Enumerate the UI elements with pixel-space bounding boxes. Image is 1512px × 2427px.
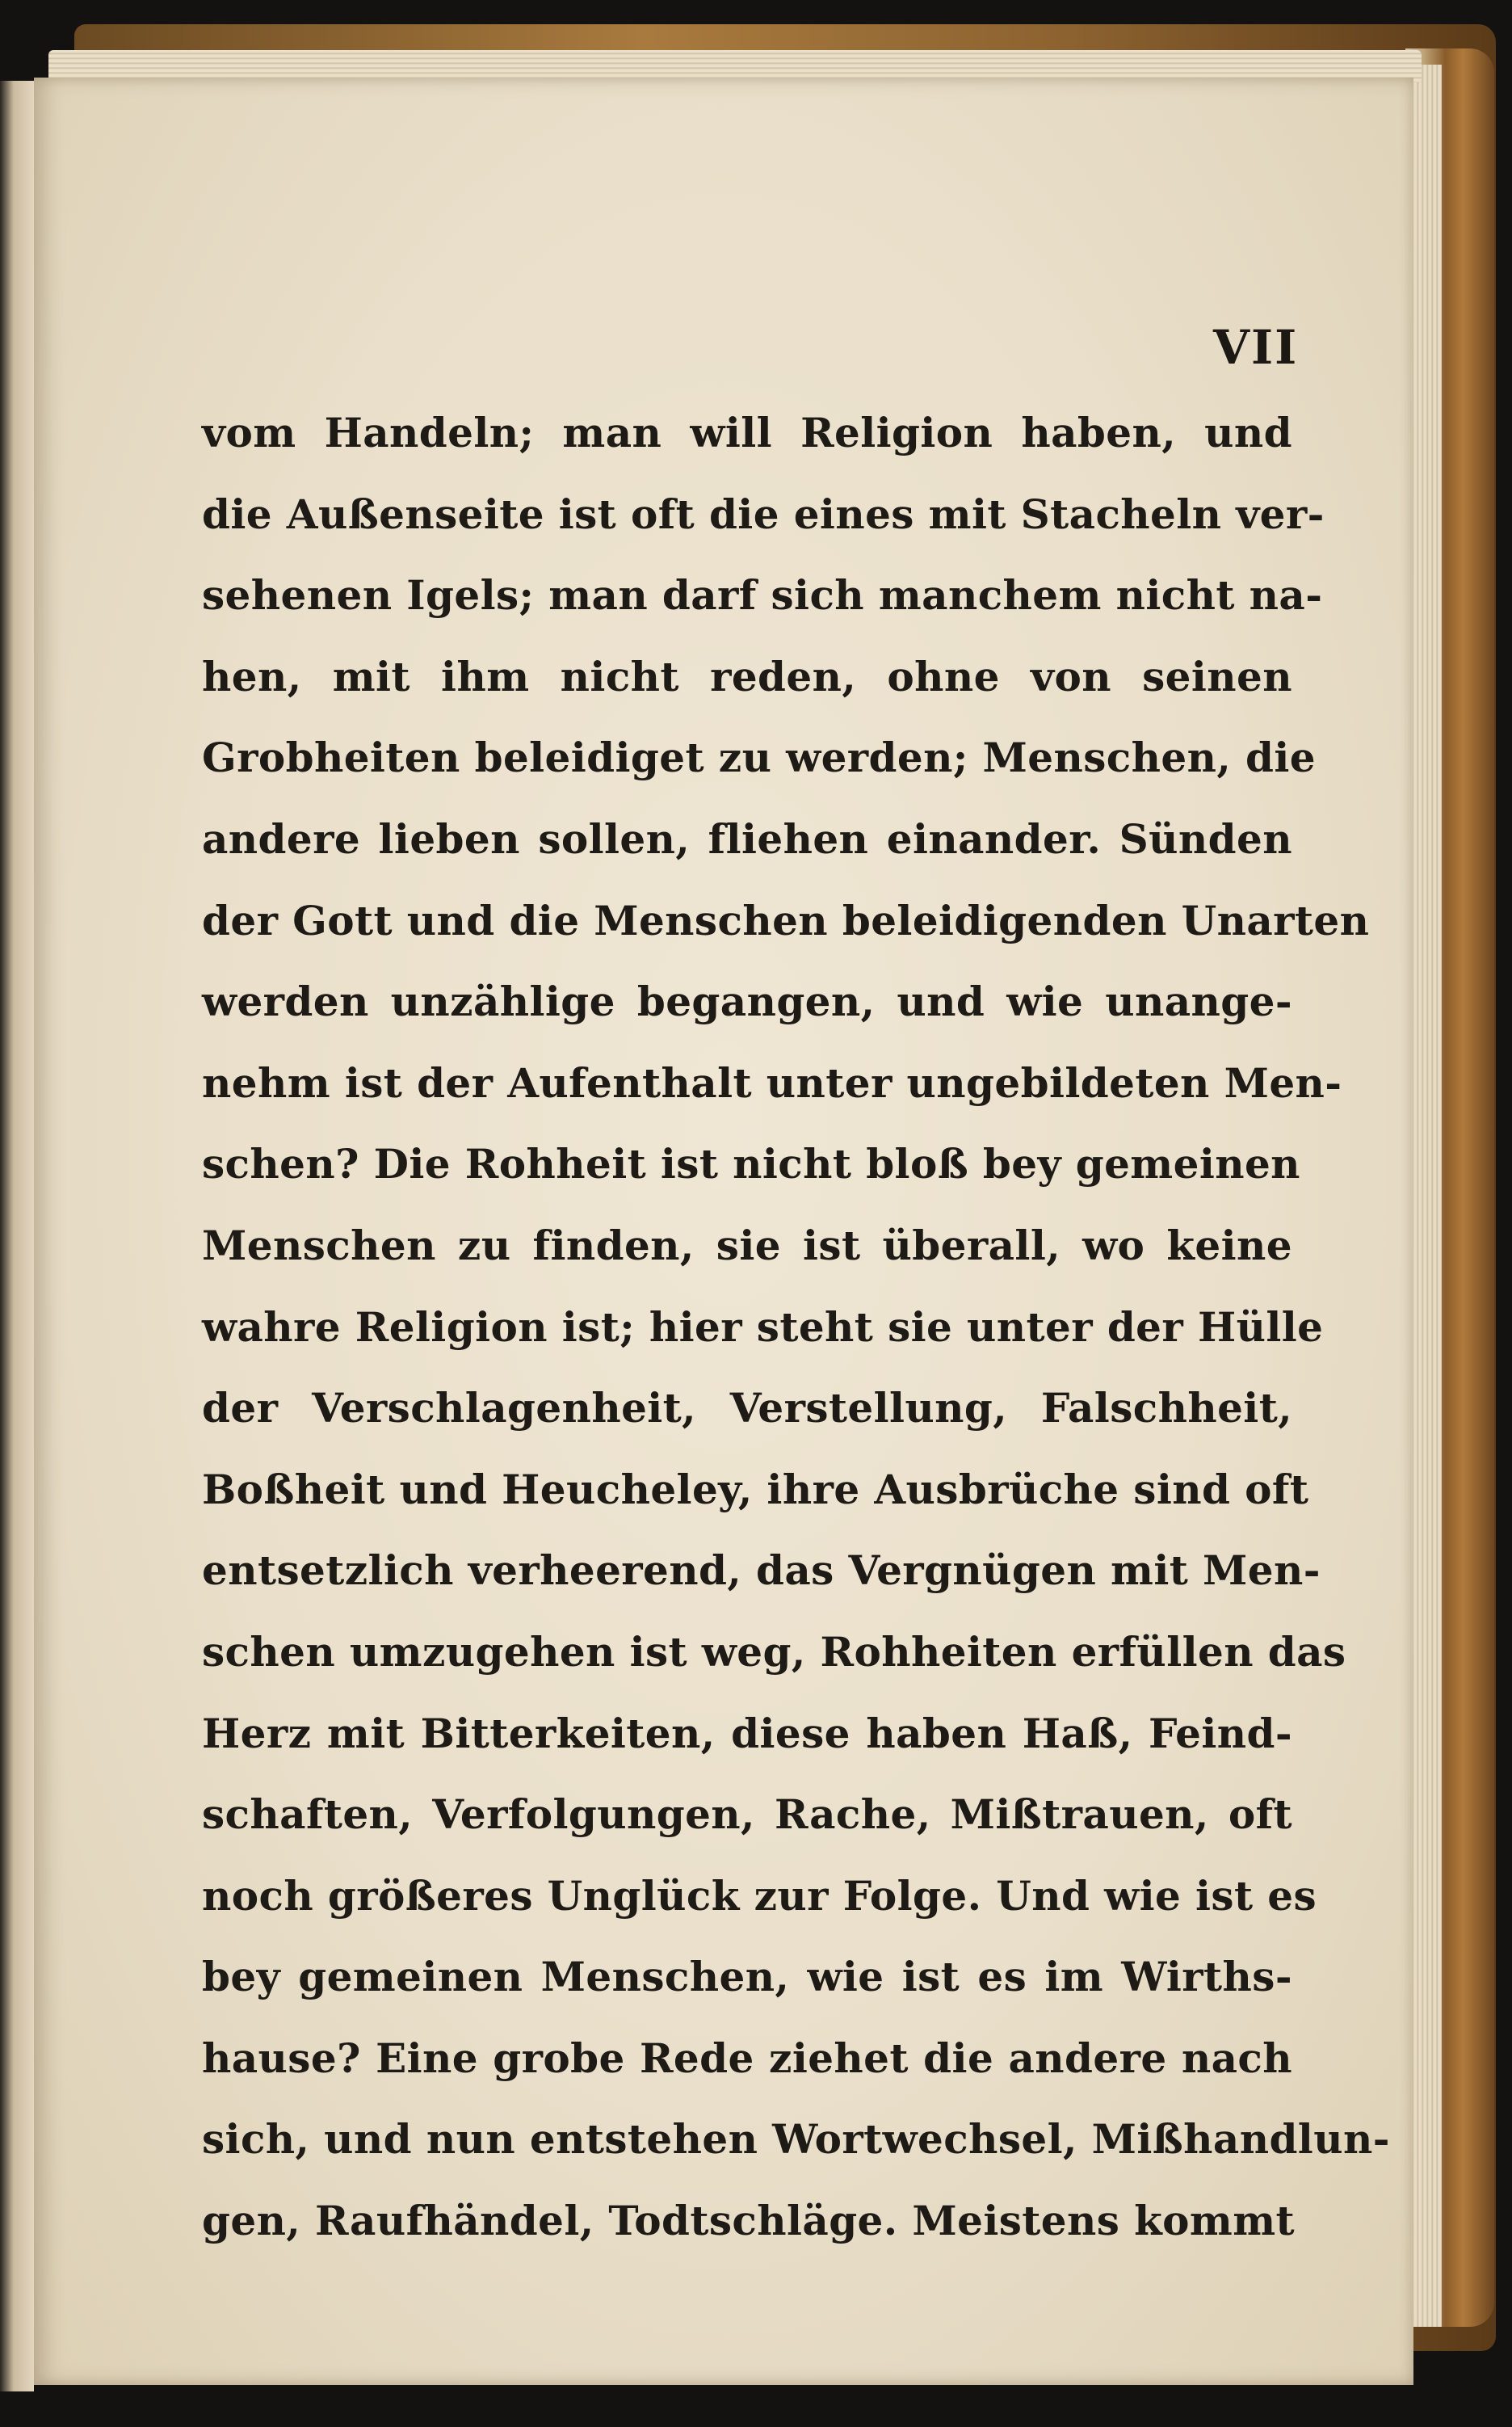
page-number: VII [1213, 320, 1299, 375]
text-line: die Außenseite ist oft die eines mit Stacheln ver- [202, 490, 1325, 538]
text-line: gen, Raufhändel, Todtschläge. Meistens kommt [202, 2197, 1296, 2245]
body-text [202, 393, 1390, 2262]
book-page [34, 78, 1413, 2385]
text-line: bey gemeinen Menschen, wie ist es im Wirths- [202, 1953, 1292, 2001]
text-line: andere lieben sollen, fliehen einander. Sünden [202, 814, 1292, 863]
text-line: wahre Religion ist; hier steht sie unter der Hülle [202, 1302, 1324, 1351]
text-line: Grobheiten beleidiget zu werden; Menschen, die [202, 734, 1316, 782]
text-line: vom Handeln; man will Religion haben, und [202, 409, 1292, 456]
text-line: Herz mit Bitterkeiten, diese haben Haß, Feind- [202, 1709, 1292, 1757]
facing-page-edge [0, 81, 34, 2391]
text-line: noch größeres Unglück zur Folge. Und wie ist es [202, 1871, 1317, 1920]
text-line: nehm ist der Aufenthalt unter ungebildeten Men- [202, 1058, 1342, 1107]
text-line: hause? Eine grobe Rede ziehet die andere nach [202, 2034, 1292, 2082]
text-line: schaften, Verfolgungen, Rache, Mißtrauen, oft [202, 1790, 1292, 1839]
text-line: der Gott und die Menschen beleidigenden Unarten [202, 896, 1370, 944]
text-line: schen? Die Rohheit ist nicht bloß bey gemeinen [202, 1140, 1300, 1188]
page-edges [1409, 65, 1442, 2327]
text-line: der Verschlagenheit, Verstellung, Falschheit, [202, 1384, 1292, 1432]
text-line: entsetzlich verheerend, das Vergnügen mit Men- [202, 1546, 1321, 1595]
text-line: sich, und nun entstehen Wortwechsel, Mißhandlun- [202, 2115, 1390, 2164]
text-line: Menschen zu finden, sie ist überall, wo keine [202, 1221, 1292, 1269]
text-line: werden unzählige begangen, und wie unange- [202, 978, 1292, 1026]
text-line: hen, mit ihm nicht reden, ohne von seinen [202, 652, 1292, 700]
text-line: schen umzugehen ist weg, Rohheiten erfüllen das [202, 1627, 1346, 1676]
text-line: sehenen Igels; man darf sich manchem nicht na- [202, 571, 1323, 620]
text-line: Boßheit und Heucheley, ihre Ausbrüche sind oft [202, 1465, 1309, 1513]
